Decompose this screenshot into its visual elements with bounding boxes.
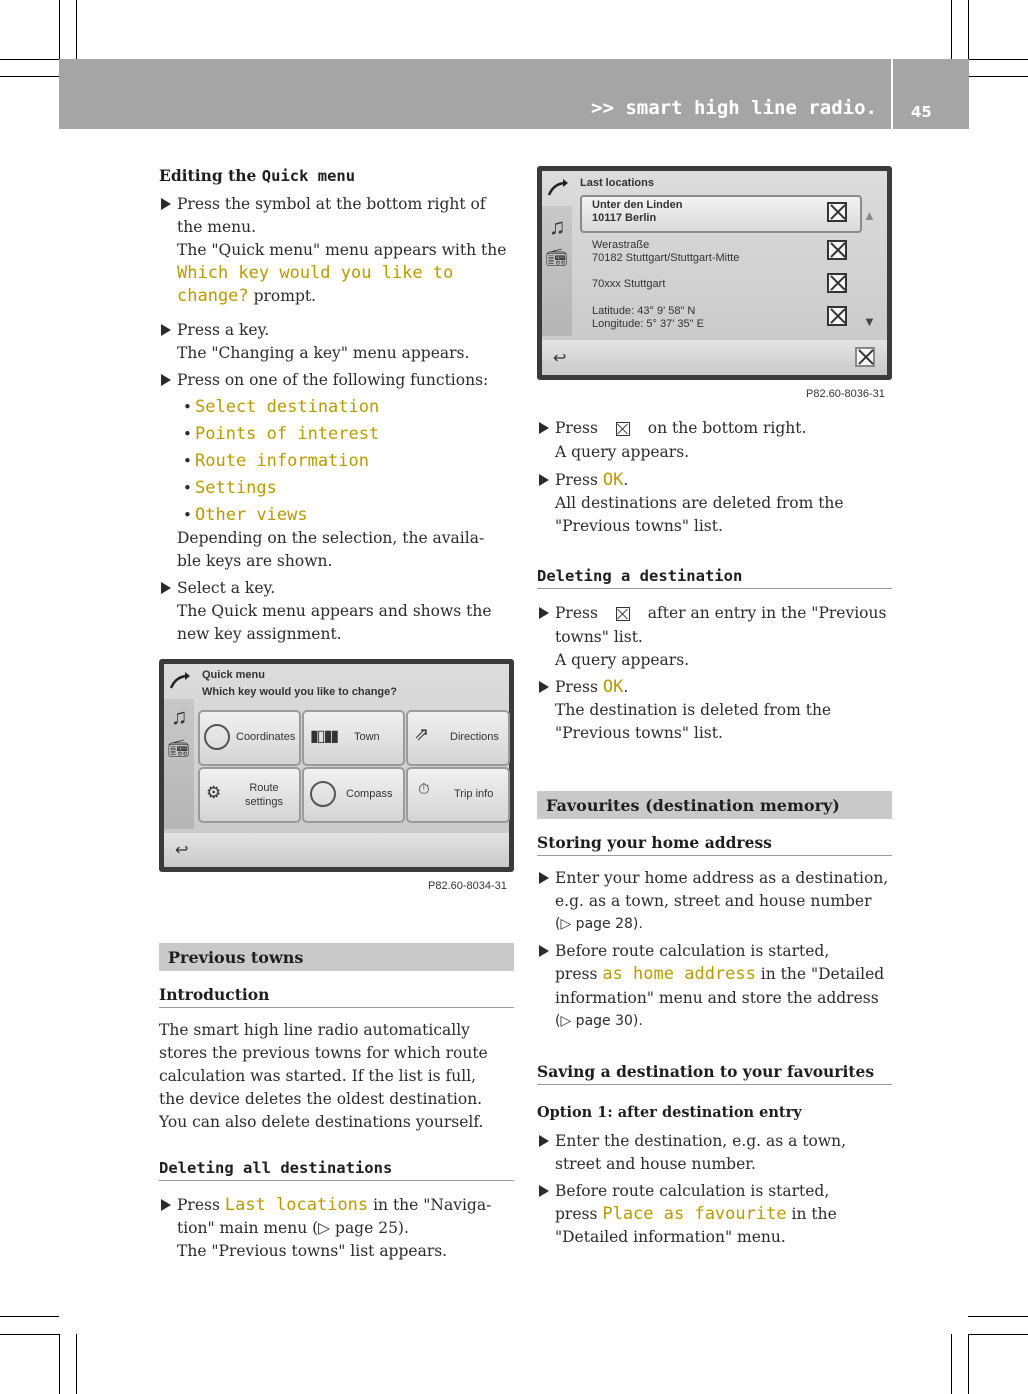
crop-mark [59,0,60,59]
step-arrow-icon [161,324,171,336]
screen-subtitle: Which key would you like to change? [202,686,397,698]
step-text: Press [177,1196,225,1214]
screen-title: Quick menu [202,669,265,681]
step-text [555,602,886,625]
step-arrow-icon [539,872,549,884]
step-arrow-icon [161,374,171,386]
section-band [537,791,892,819]
step-arrow-icon [539,681,549,693]
display-key: Last locations [224,1195,369,1215]
back-arrow-icon [168,671,192,691]
display-key: Place as favourite [602,1204,787,1224]
step-text: after an entry in the "Previous [642,604,887,622]
radio-icon: 📻︎ [546,248,568,267]
entry-line2: 10117 Berlin [592,212,657,224]
step-text: Press [555,471,603,489]
function-option: Select destination [195,397,380,417]
entry-line1: Unter den Linden [592,199,683,211]
return-icon: ↩︎ [553,350,567,367]
crop-mark [968,1316,1028,1317]
step-text: the menu. [177,218,257,236]
entry-line2: 70182 Stuttgart/Stuttgart-Mitte [592,252,740,264]
quick-key-compass [302,767,405,823]
function-option: Points of interest [195,424,380,444]
step-text: (▷ page 28). [555,916,643,932]
function-option: Route information [195,451,369,471]
delete-icon [827,273,847,293]
step-text: (▷ page 30). [555,1013,643,1029]
step-text: . [623,471,629,489]
bullet: • [183,425,192,443]
step-text: Press [555,678,603,696]
step-text [555,676,628,699]
step-text: All destinations are deleted from the [555,494,844,512]
section-band [159,943,514,971]
quick-menu-screenshot [159,659,514,872]
step-text: new key assignment. [177,625,342,643]
delete-icon [827,306,847,326]
step-text [555,1203,837,1226]
body-text: You can also delete destinations yourself. [159,1113,484,1131]
step-text: "Previous towns" list. [555,724,723,742]
bullet: • [183,452,192,470]
step-text: The "Previous towns" list appears. [177,1242,448,1260]
step-text: Enter the destination, e.g. as a town, [555,1132,847,1150]
step-text: street and house number. [555,1155,756,1173]
entry-line1: Latitude: 43° 9' 58" N [592,305,696,317]
stopwatch-icon: ⏱ [418,781,430,798]
step-arrow-icon [161,582,171,594]
directions-icon: ⇗ [414,724,430,744]
key-label: Route settings [245,782,283,808]
step-text [177,1194,491,1217]
display-message: change? [177,286,249,306]
last-locations-screenshot [537,166,892,380]
crop-mark [0,76,59,77]
step-text: in the "Naviga- [368,1196,492,1214]
step-text: A query appears. [555,443,690,461]
subsection-heading: Deleting a destination [537,567,892,589]
step-arrow-icon [539,1185,549,1197]
crop-mark [0,1316,59,1317]
crop-mark [968,0,969,59]
quick-key-directions [406,710,510,766]
page-number: 45 [911,103,932,121]
crop-mark [968,59,1028,60]
crop-mark [76,1334,77,1394]
delete-icon [827,240,847,260]
step-text [555,963,884,986]
delete-symbol [603,602,643,625]
step-text: press [555,965,603,983]
step-text: Before route calculation is started, [555,1182,830,1200]
delete-icon [616,422,630,436]
body-text: The smart high line radio automatically [159,1021,470,1039]
step-text: Before route calculation is started, [555,942,830,960]
globe-icon [204,724,230,750]
step-text: The Quick menu appears and shows the [177,602,492,620]
crop-mark [76,0,77,59]
heading-mono-text: Quick menu [261,167,356,185]
delete-icon [827,202,847,222]
crop-mark [968,76,1028,77]
option-heading: Option 1: after destination entry [537,1104,802,1121]
step-text: on the bottom right. [642,419,807,437]
step-text: . [623,678,629,696]
page-header [59,59,969,129]
step-text: Depending on the selection, the availa- [177,529,485,547]
step-text: Press a key. [177,321,270,339]
step-text: Enter your home address as a destination, [555,869,889,887]
subsection-heading: Storing your home address [537,833,892,856]
display-key: OK [602,470,624,490]
city-icon: ▮▯▮▮ [310,728,338,745]
entry-line1: 70xxx Stuttgart [592,278,666,290]
key-label: Directions [450,731,499,743]
step-text: ble keys are shown. [177,552,333,570]
delete-all-icon [855,347,875,367]
step-arrow-icon [161,1199,171,1211]
crop-mark [968,1334,969,1394]
quick-key-town [302,710,405,766]
body-text: stores the previous towns for which route [159,1044,488,1062]
step-text [555,417,806,440]
step-text: "Previous towns" list. [555,517,723,535]
step-text: Press [555,419,603,437]
quick-key-coordinates [198,710,301,766]
step-text: Press the symbol at the bottom right of [177,195,486,213]
function-option: Settings [195,478,277,498]
crop-mark [0,1334,59,1335]
step-text: tion" main menu (▷ page 25). [177,1219,409,1237]
quick-key-route-settings [198,767,301,823]
delete-icon [616,607,630,621]
crop-mark [59,1334,60,1394]
crop-mark [968,1334,1028,1335]
step-text: Press on one of the following functions: [177,371,489,389]
step-text: e.g. as a town, street and house number [555,892,872,910]
step-text: in the "Detailed [755,965,885,983]
step-arrow-icon [539,474,549,486]
step-text: A query appears. [555,651,690,669]
delete-all-symbol [603,417,643,440]
entry-line2: Longitude: 5° 37' 35" E [592,318,704,330]
scroll-up-icon: ▲ [863,208,876,223]
music-note-icon: ♫ [549,214,566,239]
subsection-heading: Deleting all destinations [159,1159,514,1181]
step-text: information" menu and store the address [555,989,879,1007]
bullet: • [183,479,192,497]
step-arrow-icon [539,607,549,619]
step-text: "Detailed information" menu. [555,1228,786,1246]
step-text: The "Changing a key" menu appears. [177,344,470,362]
step-text: The destination is deleted from the [555,701,832,719]
step-text: prompt. [248,287,317,305]
return-icon: ↩︎ [175,842,189,859]
function-option: Other views [195,505,308,525]
display-message: Which key would you like to [177,263,454,283]
screen-bottom-bar [164,833,509,867]
step-text: Press [555,604,603,622]
step-arrow-icon [539,1135,549,1147]
crop-mark [951,1334,952,1394]
heading-text: Editing the [159,166,262,185]
step-text: towns" list. [555,628,643,646]
figure-caption: P82.60-8034-31 [428,880,507,892]
screen-title: Last locations [580,177,654,189]
section-band-title: Favourites (destination memory) [546,796,840,815]
step-text: press [555,1205,603,1223]
key-label: Compass [346,788,393,800]
display-key: OK [602,677,624,697]
scroll-down-icon: ▼ [863,314,876,329]
entry-line1: Werastraße [592,239,650,251]
display-key: as home address [602,964,756,984]
step-arrow-icon [539,945,549,957]
figure-caption: P82.60-8036-31 [806,388,885,400]
subsection-heading: Saving a destination to your favourites [537,1062,892,1085]
quick-key-trip-info [406,767,510,823]
step-arrow-icon [161,198,171,210]
step-text: The "Quick menu" menu appears with the [177,241,507,259]
header-title: >> smart high line radio. [591,97,877,119]
radio-icon: 📻︎ [168,739,190,758]
bullet: • [183,506,192,524]
bullet: • [183,398,192,416]
step-text: Select a key. [177,579,276,597]
body-text: the device deletes the oldest destination. [159,1090,483,1108]
route-gear-icon: ⚙ [206,783,222,802]
key-label: Trip info [454,788,494,800]
screen-bottom-bar [542,340,887,375]
body-text: calculation was started. If the list is full, [159,1067,477,1085]
crop-mark [0,59,59,60]
key-label: Coordinates [236,731,296,743]
display-message-line [177,285,316,308]
subsection-heading: Introduction [159,985,514,1008]
crop-mark [951,0,952,59]
header-divider [891,59,893,129]
section-heading [159,166,355,185]
back-arrow-icon [546,178,570,198]
step-text: in the [786,1205,837,1223]
key-label: Town [354,731,380,743]
step-text [555,469,628,492]
music-note-icon: ♫ [171,704,188,729]
section-band-title: Previous towns [168,948,304,967]
step-arrow-icon [539,422,549,434]
compass-icon [310,781,336,807]
